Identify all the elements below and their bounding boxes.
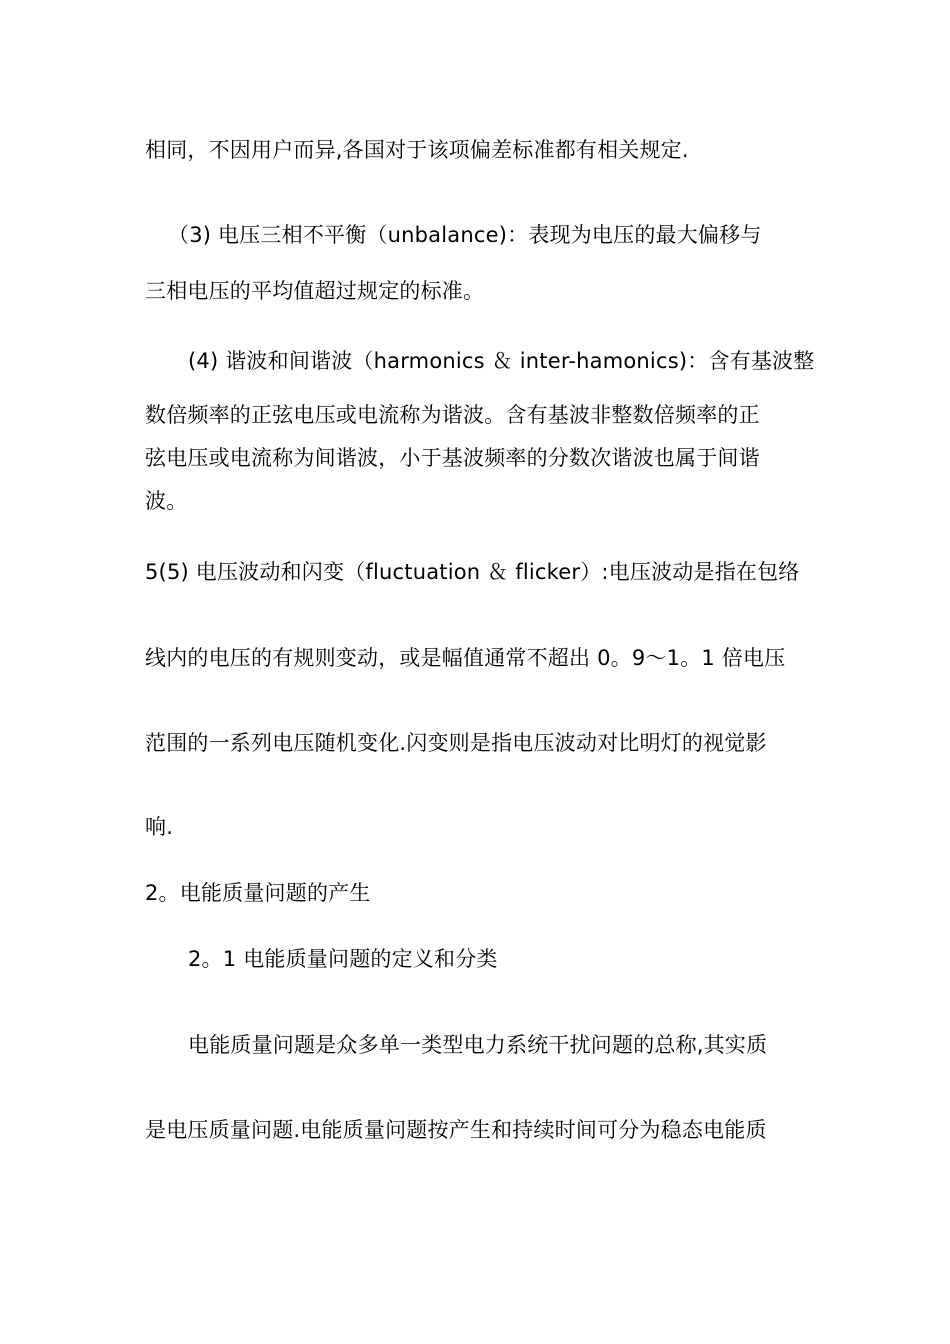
text-line: 响. — [145, 815, 174, 839]
text-line: 范围的一系列电压随机变化.闪变则是指电压波动对比明灯的视觉影 — [145, 731, 767, 755]
text-line: 弦电压或电流称为间谐波，小于基波频率的分数次谐波也属于间谐 — [145, 446, 760, 470]
text-line: 电能质量问题是众多单一类型电力系统干扰问题的总称,其实质 — [188, 1033, 768, 1057]
text-line: 是电压质量问题.电能质量问题按产生和持续时间可分为稳态电能质 — [145, 1118, 767, 1142]
text-line: 线内的电压的有规则变动，或是幅值通常不超出 0。9～1。1 倍电压 — [145, 646, 786, 670]
text-line: 数倍频率的正弦电压或电流称为谐波。含有基波非整数倍频率的正 — [145, 403, 760, 427]
text-line: (4) 谐波和间谐波（harmonics ＆ inter-hamonics)：含有基波整 — [188, 349, 815, 373]
text-line: 相同，不因用户而异,各国对于该项偏差标准都有相关规定. — [145, 138, 689, 162]
text-line: 5(5) 电压波动和闪变（fluctuation ＆ flicker）:电压波动是指在包络 — [145, 560, 800, 584]
subsection-heading: 2。1 电能质量问题的定义和分类 — [188, 947, 498, 971]
text-line: （3) 电压三相不平衡（unbalance)：表现为电压的最大偏移与 — [168, 223, 762, 247]
section-heading: 2。电能质量问题的产生 — [145, 881, 371, 905]
text-line: 三相电压的平均值超过规定的标准。 — [145, 279, 485, 303]
text-line: 波。 — [145, 489, 188, 513]
